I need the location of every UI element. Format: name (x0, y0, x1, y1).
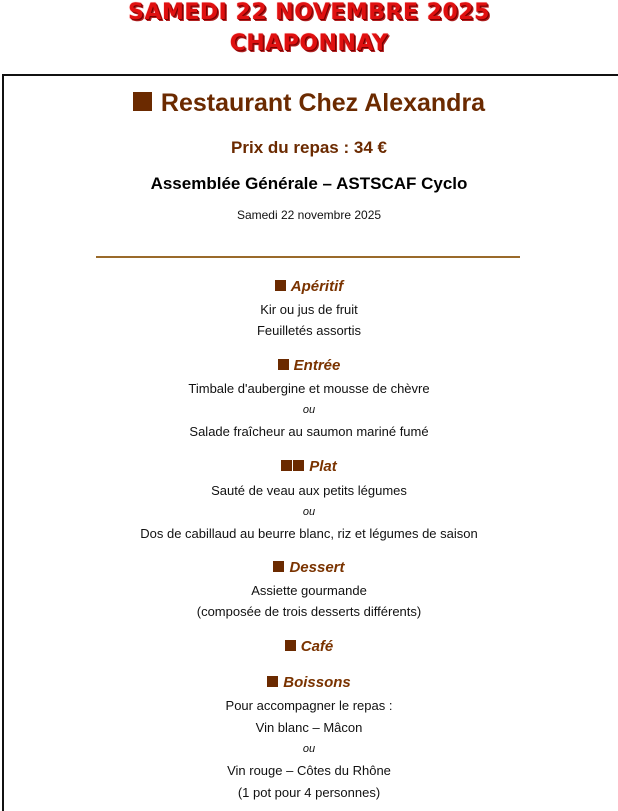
menu-item: (1 pot pour 4 personnes) (237, 785, 381, 800)
menu-item: Feuilletés assortis (256, 323, 362, 338)
section-cafe-title (0, 637, 618, 657)
section-label: Apéritif (290, 278, 344, 295)
menu-item: Vin rouge – Côtes du Rhône (227, 763, 391, 778)
square-bullet-icon (281, 460, 292, 471)
square-bullet-icon (293, 460, 304, 471)
square-bullet-icon (278, 359, 289, 370)
event-date: Samedi 22 novembre 2025 (236, 208, 382, 222)
section-label: Entrée (293, 357, 341, 374)
or-separator: ou (302, 506, 316, 518)
section-label: Boissons (283, 674, 351, 691)
banner-location: CHAPONNAY (229, 31, 389, 56)
divider (96, 256, 520, 258)
or-separator: ou (302, 743, 316, 755)
meal-price: Prix du repas : 34 € (231, 138, 387, 157)
square-bullet-icon (273, 561, 284, 572)
square-bullet-icon (285, 640, 296, 651)
restaurant-name: Restaurant Chez Alexandra (160, 89, 486, 117)
menu-item: Pour accompagner le repas : (225, 698, 393, 713)
menu-item: Assiette gourmande (251, 583, 367, 598)
section-plat-title (0, 457, 618, 477)
menu-item: Kir ou jus de fruit (260, 302, 358, 317)
event-title: Assemblée Générale – ASTSCAF Cyclo (150, 174, 468, 193)
or-separator: ou (302, 404, 316, 416)
square-bullet-icon (133, 92, 152, 111)
restaurant-title (0, 86, 618, 120)
square-bullet-icon (275, 280, 286, 291)
menu-item: Sauté de veau aux petits légumes (211, 483, 407, 498)
section-label: Dessert (289, 559, 345, 576)
menu-item: Vin blanc – Mâcon (255, 720, 363, 735)
section-dessert-title (0, 558, 618, 578)
menu-item: Salade fraîcheur au saumon mariné fumé (189, 424, 429, 439)
section-entree-title (0, 356, 618, 376)
section-label: Café (300, 638, 334, 655)
section-aperitif-title (0, 277, 618, 297)
menu-item: Timbale d'aubergine et mousse de chèvre (188, 381, 430, 396)
menu-item: Dos de cabillaud au beurre blanc, riz et légumes de saison (140, 526, 478, 541)
section-boissons-title (0, 673, 618, 693)
square-bullet-icon (267, 676, 278, 687)
banner-date: SAMEDI 22 NOVEMBRE 2025 (128, 0, 490, 25)
section-label: Plat (309, 458, 337, 475)
menu-item: (composée de trois desserts différents) (196, 604, 422, 619)
